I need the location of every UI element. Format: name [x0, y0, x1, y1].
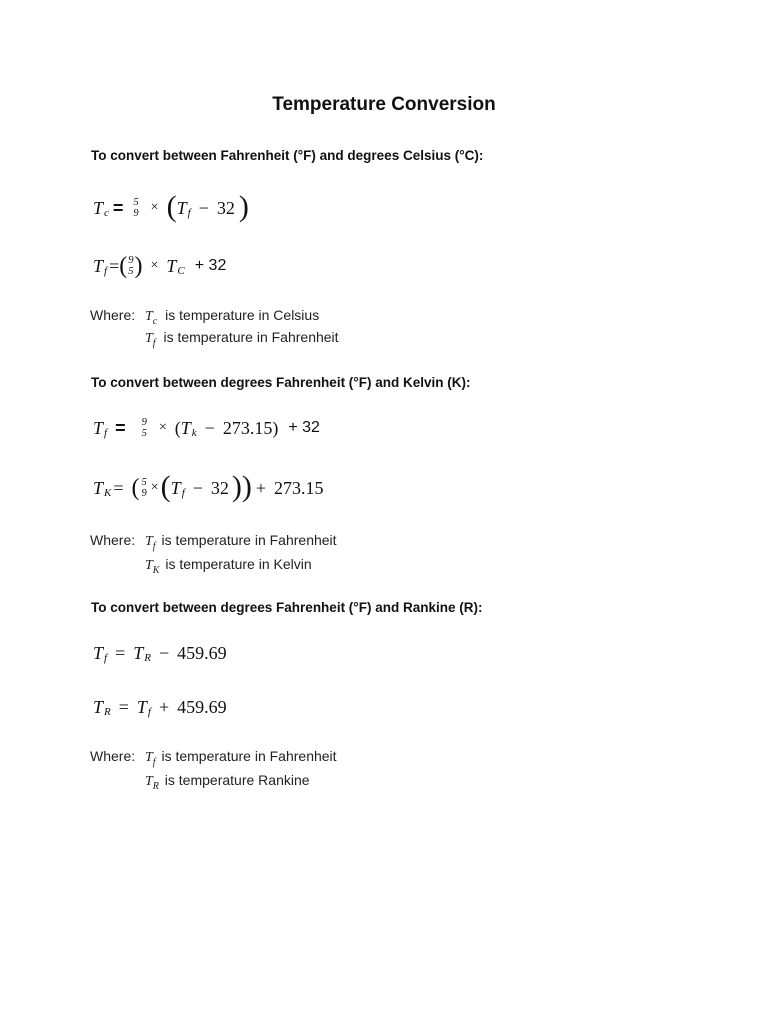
equation-fahrenheit-from-celsius: T f = ( 9 5 ) × T C + 32	[93, 253, 227, 279]
where-label: Where:	[90, 532, 136, 548]
equation-fahrenheit-from-rankine: T f = T R − 459.69	[93, 642, 227, 664]
equation-rankine: T R = T f + 459.69	[93, 696, 227, 718]
variable-note: $T_c$ is temperature in Celsius	[145, 307, 320, 327]
section-heading-celsius: To convert between Fahrenheit (°F) and degrees Celsius (°C):	[91, 148, 484, 163]
fraction: 5 9	[141, 477, 147, 499]
section-heading-rankine: To convert between degrees Fahrenheit (°F) and Rankine (R):	[91, 600, 483, 615]
where-label: Where:	[90, 748, 136, 764]
variable-note: $T_f$ is temperature in Fahrenheit	[145, 748, 337, 768]
page-title: Temperature Conversion	[272, 94, 496, 115]
variable-note: $T_f$ is temperature in Fahrenheit	[145, 532, 337, 552]
section-heading-kelvin: To convert between degrees Fahrenheit (°F) and Kelvin (K):	[91, 375, 471, 390]
variable-note: $T_R$ is temperature Rankine	[145, 772, 310, 792]
where-label: Where:	[90, 307, 136, 323]
variable-note: $T_K$ is temperature in Kelvin	[145, 556, 312, 576]
fraction: 9 5	[141, 417, 147, 439]
fraction: 9 5	[128, 255, 134, 277]
equation-fahrenheit-from-kelvin: T f = 9 5 × ( T k − 273.15 ) + 32	[93, 417, 320, 439]
equation-kelvin: T K = ( 5 9 × ( T f − 32 )) + 273.15	[93, 470, 324, 503]
fraction: 5 9	[133, 197, 139, 219]
variable-note: $T_f$ is temperature in Fahrenheit	[145, 329, 339, 349]
equation-celsius: T c = 5 9 × ( T f − 32 )	[93, 190, 249, 223]
